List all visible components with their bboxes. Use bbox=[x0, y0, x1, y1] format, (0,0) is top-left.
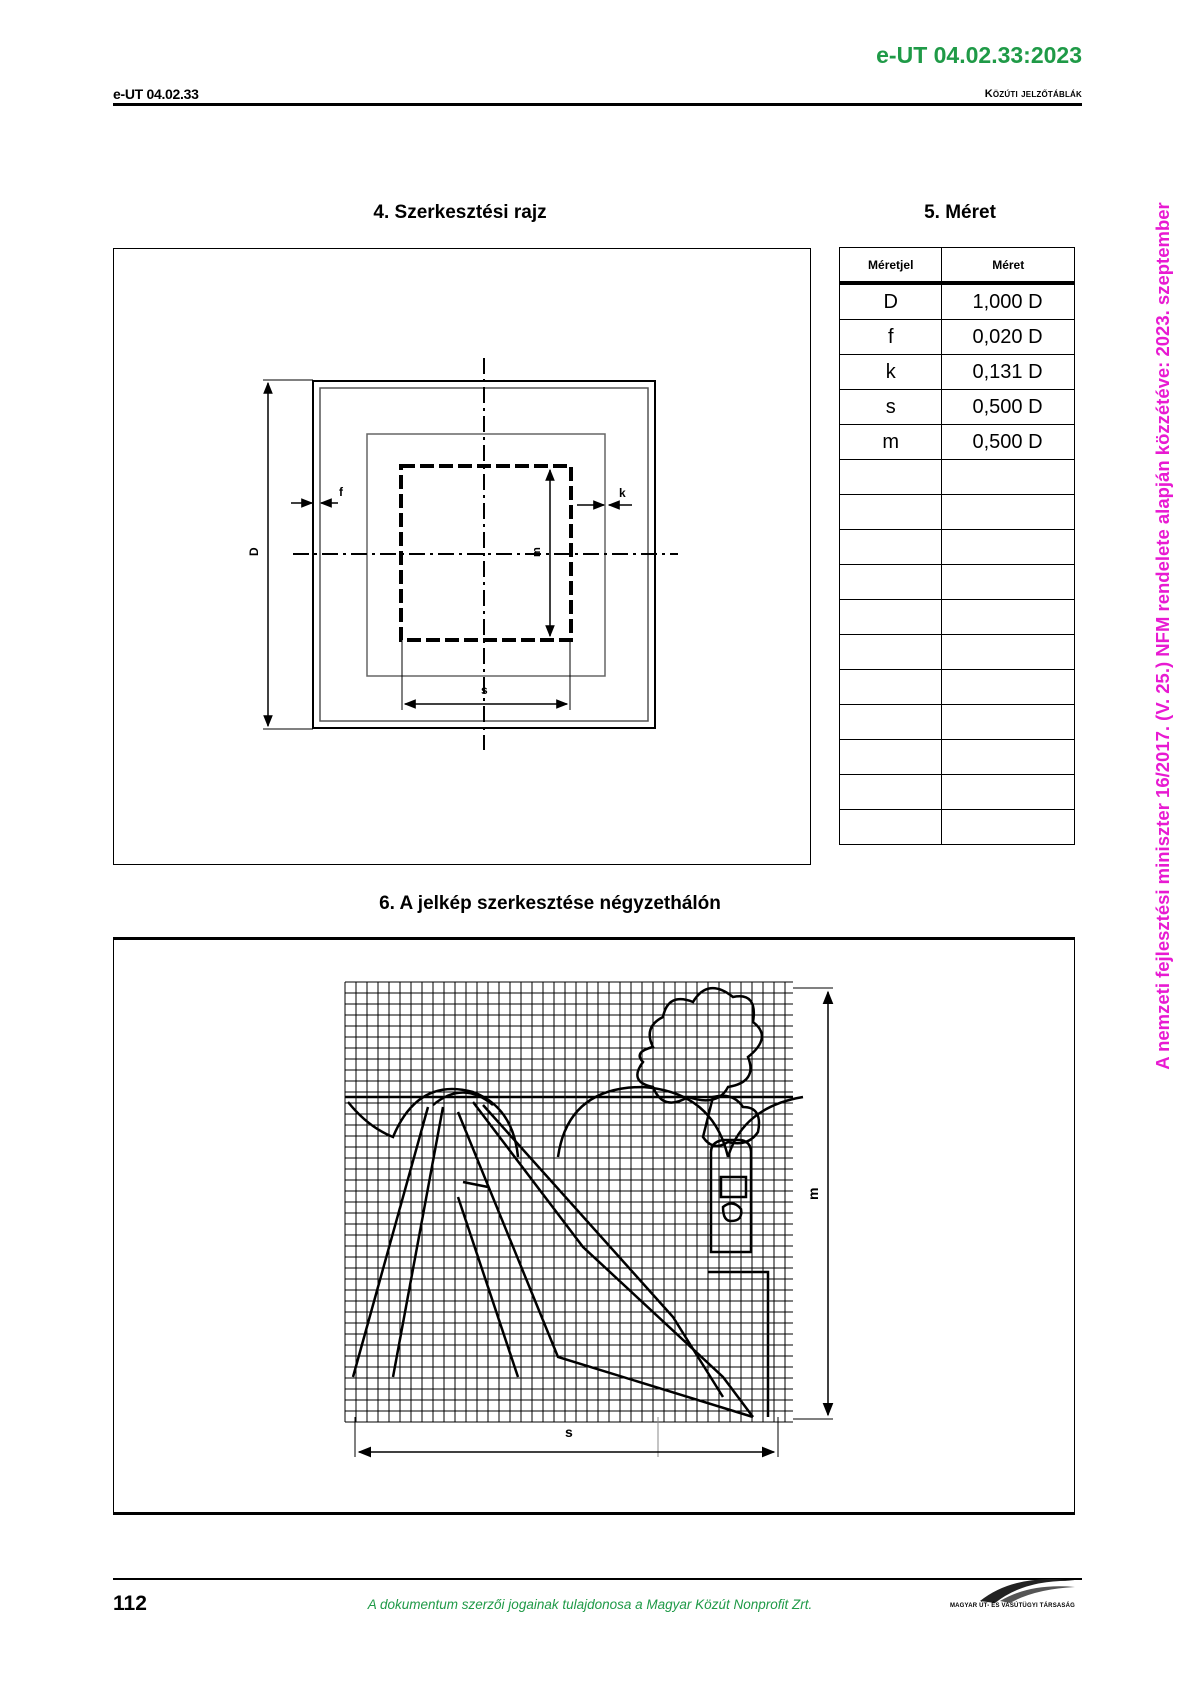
cell-size bbox=[942, 495, 1075, 530]
cell-symbol bbox=[840, 530, 942, 565]
road-swoosh-icon bbox=[940, 1575, 1085, 1605]
table-row bbox=[840, 355, 1075, 390]
column-header-symbol: Méretjel bbox=[840, 248, 942, 284]
table-row bbox=[840, 600, 1075, 635]
cell-symbol: D bbox=[840, 283, 942, 320]
publication-watermark bbox=[1148, 163, 1178, 1109]
table-row bbox=[840, 390, 1075, 425]
cell-size: 0,020 D bbox=[942, 320, 1075, 355]
cell-size: 0,500 D bbox=[942, 390, 1075, 425]
cell-symbol bbox=[840, 600, 942, 635]
cell-symbol bbox=[840, 460, 942, 495]
cell-symbol bbox=[840, 635, 942, 670]
cell-size: 0,500 D bbox=[942, 425, 1075, 460]
table-row bbox=[840, 425, 1075, 460]
table-row bbox=[840, 320, 1075, 355]
cell-symbol bbox=[840, 705, 942, 740]
footer-rule bbox=[113, 1578, 1082, 1580]
cell-size bbox=[942, 810, 1075, 845]
size-table bbox=[839, 247, 1075, 845]
copyright-notice: A dokumentum szerzői jogainak tulajdonosa a Magyar Közút Nonprofit Zrt. bbox=[367, 1597, 813, 1612]
cell-symbol: m bbox=[840, 425, 942, 460]
cell-symbol bbox=[840, 670, 942, 705]
cell-symbol: f bbox=[840, 320, 942, 355]
construction-drawing-frame bbox=[113, 248, 811, 865]
table-row bbox=[840, 635, 1075, 670]
construction-drawing bbox=[113, 248, 811, 865]
cell-symbol bbox=[840, 495, 942, 530]
label-k: k bbox=[619, 486, 626, 500]
table-row bbox=[840, 495, 1075, 530]
grid-label-m: m bbox=[805, 1187, 821, 1200]
page-number: 112 bbox=[113, 1592, 147, 1615]
table-row bbox=[840, 740, 1075, 775]
table-row bbox=[840, 283, 1075, 320]
cell-size bbox=[942, 635, 1075, 670]
header-left: e-UT 04.02.33 bbox=[113, 86, 199, 102]
cell-size bbox=[942, 600, 1075, 635]
table-row bbox=[840, 565, 1075, 600]
table-row bbox=[840, 810, 1075, 845]
cell-symbol bbox=[840, 740, 942, 775]
cell-symbol bbox=[840, 775, 942, 810]
cell-size: 1,000 D bbox=[942, 283, 1075, 320]
grid-title: 6. A jelkép szerkesztése négyzethálón bbox=[379, 893, 721, 914]
tree-shape bbox=[637, 988, 762, 1103]
table-row bbox=[840, 530, 1075, 565]
cell-symbol bbox=[840, 810, 942, 845]
column-header-size: Méret bbox=[942, 248, 1075, 284]
cell-size bbox=[942, 740, 1075, 775]
label-f: f bbox=[339, 485, 343, 499]
cell-symbol bbox=[840, 565, 942, 600]
cell-size bbox=[942, 530, 1075, 565]
grid-label-s: s bbox=[565, 1424, 573, 1440]
cell-size bbox=[942, 775, 1075, 810]
label-m: m bbox=[531, 547, 543, 557]
table-header-row bbox=[840, 248, 1075, 284]
grid-construction bbox=[113, 937, 1075, 1515]
publisher-name: MAGYAR ÚT- ÉS VASÚTÜGYI TÁRSASÁG bbox=[949, 1603, 1076, 1609]
cell-size bbox=[942, 565, 1075, 600]
label-D: D bbox=[247, 547, 261, 556]
cell-size bbox=[942, 705, 1075, 740]
grid-construction-frame bbox=[113, 937, 1075, 1515]
watermark-text: A nemzeti fejlesztési miniszter 16/2017. (V. 25.) NFM rendelete alapján közzétéve: 2023. szeptember bbox=[1152, 202, 1173, 1070]
symbol-area bbox=[401, 466, 571, 640]
publisher-logo bbox=[940, 1575, 1085, 1625]
cell-symbol: k bbox=[840, 355, 942, 390]
cell-size bbox=[942, 460, 1075, 495]
table-row bbox=[840, 775, 1075, 810]
size-title: 5. Méret bbox=[924, 202, 996, 223]
cell-size bbox=[942, 670, 1075, 705]
drawing-title: 4. Szerkesztési rajz bbox=[373, 202, 547, 223]
cell-size: 0,131 D bbox=[942, 355, 1075, 390]
table-row bbox=[840, 460, 1075, 495]
table-row bbox=[840, 670, 1075, 705]
document-code: e-UT 04.02.33:2023 bbox=[876, 42, 1082, 68]
header-right: Közúti jelzőtáblák bbox=[984, 88, 1082, 100]
header-rule bbox=[113, 103, 1082, 106]
label-s: s bbox=[481, 683, 488, 697]
table-row bbox=[840, 705, 1075, 740]
cell-symbol: s bbox=[840, 390, 942, 425]
